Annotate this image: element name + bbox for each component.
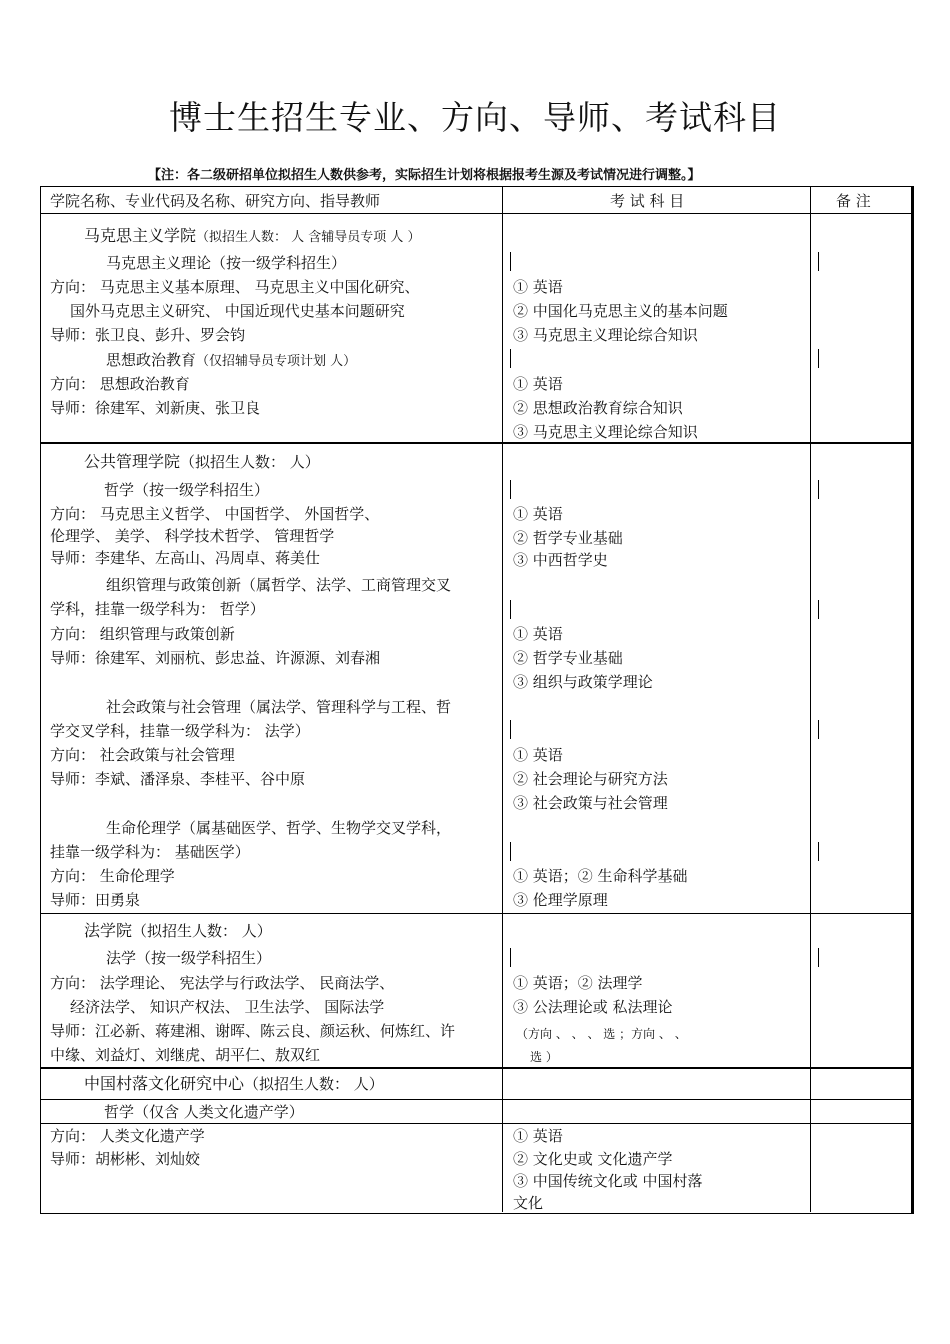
row-tick [818, 480, 819, 499]
major-directions: 方向： 马克思主义哲学、 中国哲学、 外国哲学、 [50, 505, 380, 523]
page-note: 【注：各二级研招单位拟招生人数供参考，实际招生计划将根据报考生源及考试情况进行调整。】 [148, 168, 701, 183]
page-title: 博士生招生专业、方向、导师、考试科目 [169, 98, 781, 137]
major-name: 学交叉学科，挂靠一级学科为： 法学） [50, 722, 310, 740]
row-tick [510, 349, 511, 368]
major-tutors: 导师：李斌、潘泽泉、李桂平、谷中原 [50, 770, 306, 788]
row-tick [818, 948, 819, 967]
exam-subject: ① 英语 [513, 625, 563, 643]
exam-subject: ② 社会理论与研究方法 [513, 770, 668, 788]
major-tutors: 中缘、刘益灯、刘继虎、胡平仁、敖双红 [50, 1046, 321, 1064]
row-tick [510, 948, 511, 967]
exam-subject: 文化 [513, 1194, 544, 1212]
school-name: 公共管理学院（拟招生人数： 人） [84, 452, 320, 471]
major-directions: 方向： 马克思主义基本原理、 马克思主义中国化研究、 [50, 278, 420, 296]
major-name: 组织管理与政策创新（属哲学、法学、工商管理交叉 [106, 576, 452, 594]
major-name: 哲学（仅含 人类文化遗产学） [104, 1103, 304, 1121]
major-name: 学科，挂靠一级学科为： 哲学） [50, 600, 265, 618]
major-name: 法学（按一级学科招生） [106, 949, 272, 967]
row-tick [818, 349, 819, 368]
exam-subject: ① 英语 [513, 278, 563, 296]
exam-subject: ③ 马克思主义理论综合知识 [513, 423, 698, 441]
exam-subject: ① 英语 [513, 1127, 563, 1145]
section-divider-2 [40, 913, 913, 914]
major-name: 思想政治教育（仅招辅导员专项计划 人） [106, 351, 357, 369]
header-col1: 学院名称、专业代码及名称、研究方向、指导教师 [50, 192, 381, 210]
row-tick [510, 252, 511, 271]
exam-subject: ③ 公法理论或 私法理论 [513, 998, 673, 1016]
exam-subject: ① 英语 [513, 746, 563, 764]
row-tick [510, 600, 511, 619]
section-divider-5 [40, 1123, 913, 1124]
exam-subject: ① 英语；② 生命科学基础 [513, 867, 688, 885]
school-name: 中国村落文化研究中心（拟招生人数： 人） [84, 1074, 384, 1093]
exam-subject: ③ 社会政策与社会管理 [513, 794, 668, 812]
row-tick [510, 720, 511, 739]
school-name: 法学院（拟招生人数： 人） [84, 921, 272, 940]
section-divider-1 [40, 442, 913, 444]
major-tutors: 导师：李建华、左高山、冯周卓、蒋美仕 [50, 549, 321, 567]
section-divider-4 [40, 1099, 913, 1100]
exam-subject: ③ 马克思主义理论综合知识 [513, 326, 698, 344]
header-divider [40, 213, 913, 214]
exam-subject: ② 哲学专业基础 [513, 649, 623, 667]
major-name: 社会政策与社会管理（属法学、管理科学与工程、哲 [106, 698, 452, 716]
major-name: 马克思主义理论（按一级学科招生） [106, 254, 347, 272]
exam-subject: ② 中国化马克思主义的基本问题 [513, 302, 728, 320]
major-directions: 方向： 人类文化遗产学 [50, 1127, 205, 1145]
major-tutors: 导师：徐建军、刘新庚、张卫良 [50, 399, 261, 417]
exam-subject: ② 思想政治教育综合知识 [513, 399, 683, 417]
major-tutors: 导师：田勇泉 [50, 891, 141, 909]
exam-note: （方向 、 、 、 选 ；方向 、 、 [516, 1027, 687, 1041]
major-name: 挂靠一级学科为： 基础医学） [50, 843, 250, 861]
school-name: 马克思主义学院（拟招生人数： 人 含辅导员专项 人 ） [84, 226, 421, 245]
major-directions: 经济法学、 知识产权法、 卫生法学、 国际法学 [70, 998, 385, 1016]
section-divider-3 [40, 1067, 913, 1069]
row-tick [510, 842, 511, 861]
exam-subject: ① 英语 [513, 375, 563, 393]
row-tick [818, 720, 819, 739]
major-directions: 方向： 思想政治教育 [50, 375, 190, 393]
major-directions: 方向： 社会政策与社会管理 [50, 746, 235, 764]
exam-subject: ② 文化史或 文化遗产学 [513, 1150, 673, 1168]
exam-subject: ① 英语；② 法理学 [513, 974, 643, 992]
major-tutors: 导师：江必新、蒋建湘、谢晖、陈云良、颜运秋、何炼红、许 [50, 1022, 456, 1040]
major-directions: 国外马克思主义研究、 中国近现代史基本问题研究 [70, 302, 405, 320]
major-directions: 伦理学、 美学、 科学技术哲学、 管理哲学 [50, 527, 335, 545]
exam-note: 选 ） [530, 1050, 558, 1064]
row-tick [818, 252, 819, 271]
row-tick [818, 842, 819, 861]
exam-subject: ③ 中国传统文化或 中国村落 [513, 1172, 703, 1190]
column-divider-2 [810, 186, 811, 1212]
major-name: 生命伦理学（属基础医学、哲学、生物学交叉学科， [106, 819, 452, 837]
major-tutors: 导师：徐建军、刘丽杭、彭忠益、许源源、刘春湘 [50, 649, 381, 667]
major-directions: 方向： 生命伦理学 [50, 867, 175, 885]
exam-subject: ① 英语 [513, 505, 563, 523]
major-tutors: 导师：张卫良、彭升、罗会钧 [50, 326, 246, 344]
header-col3: 备 注 [836, 192, 871, 210]
exam-subject: ③ 组织与政策学理论 [513, 673, 653, 691]
major-directions: 方向： 组织管理与政策创新 [50, 625, 235, 643]
exam-subject: ③ 伦理学原理 [513, 891, 608, 909]
major-tutors: 导师：胡彬彬、刘灿姣 [50, 1150, 201, 1168]
major-name: 哲学（按一级学科招生） [104, 481, 270, 499]
row-tick [818, 600, 819, 619]
row-tick [510, 480, 511, 499]
major-directions: 方向： 法学理论、 宪法学与行政法学、 民商法学、 [50, 974, 395, 992]
header-col2: 考 试 科 目 [610, 192, 685, 210]
exam-subject: ② 哲学专业基础 [513, 529, 623, 547]
exam-subject: ③ 中西哲学史 [513, 551, 608, 569]
column-divider-1 [502, 186, 503, 1212]
